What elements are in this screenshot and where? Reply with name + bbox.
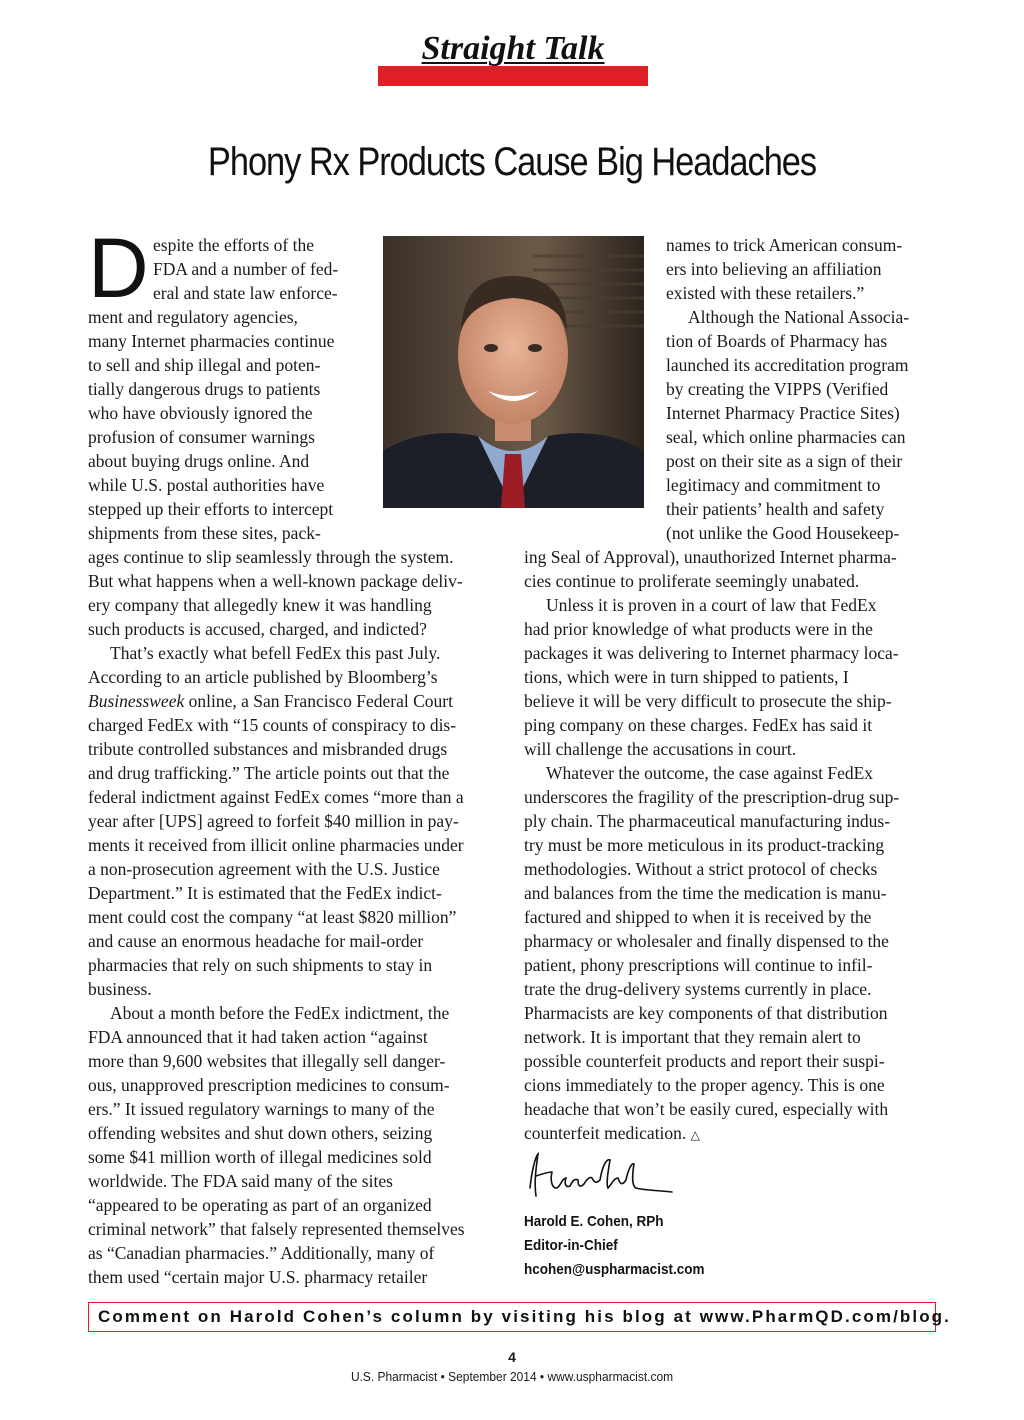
col2-line: underscores the fragility of the prescription-drug sup-: [524, 787, 900, 807]
col1-line: charged FedEx with “15 counts of conspiracy to dis-: [88, 715, 457, 735]
section-red-bar: [378, 66, 648, 86]
blog-link[interactable]: www.PharmQD.com/blog: [699, 1307, 945, 1326]
col2-line: ply chain. The pharmaceutical manufacturing indus-: [524, 811, 891, 831]
col2-line: believe it will be very difficult to prosecute the ship-: [524, 691, 892, 711]
col1-line: profusion of consumer warnings: [88, 427, 315, 447]
col1-line: tribute controlled substances and misbranded drugs: [88, 739, 448, 759]
col1-line: eral and state law enforce-: [153, 283, 338, 303]
col1-line: them used “certain major U.S. pharmacy retailer: [88, 1267, 428, 1287]
col2-line: launched its accreditation program: [666, 355, 909, 375]
author-title: Editor-in-Chief: [524, 1237, 618, 1254]
col2-line: names to trick American consum-: [666, 235, 903, 255]
col1-line: ous, unapproved prescription medicines to consum-: [88, 1075, 450, 1095]
col1-line: business.: [88, 979, 152, 999]
col1-line: a non-prosecution agreement with the U.S. Justice: [88, 859, 440, 879]
col1-line: ment and regulatory agencies,: [88, 307, 298, 327]
author-photo: [383, 236, 644, 508]
col2-line: Although the National Associa-: [688, 307, 910, 327]
col2-line: seal, which online pharmacies can: [666, 427, 906, 447]
col2-line: Internet Pharmacy Practice Sites): [666, 403, 900, 423]
col1-line: That’s exactly what befell FedEx this past July.: [110, 643, 441, 663]
col1-line: pharmacies that rely on such shipments to stay in: [88, 955, 433, 975]
col1-line: ments it received from illicit online pharmacies under: [88, 835, 464, 855]
col2-line: try must be more meticulous in its product-tracking: [524, 835, 885, 855]
col1-line: many Internet pharmacies continue: [88, 331, 335, 351]
col2-line: ping company on these charges. FedEx has said it: [524, 715, 873, 735]
col1-line: while U.S. postal authorities have: [88, 475, 325, 495]
end-mark-icon: △: [690, 1128, 700, 1142]
col2-line: by creating the VIPPS (Verified: [666, 379, 889, 399]
col2-line: Pharmacists are key components of that distribution: [524, 1003, 888, 1023]
col2-line: patient, phony prescriptions will continue to infil-: [524, 955, 873, 975]
col1-line: About a month before the FedEx indictment, the: [110, 1003, 450, 1023]
col2-line: cions immediately to the proper agency. This is one: [524, 1075, 885, 1095]
col1-line: FDA announced that it had taken action “against: [88, 1027, 428, 1047]
col1-line: ery company that allegedly knew it was handling: [88, 595, 432, 615]
col2-line: [524, 1121, 700, 1147]
blog-callout: [98, 1307, 951, 1327]
col1-line: more than 9,600 websites that illegally sell danger-: [88, 1051, 446, 1071]
col2-line: ers into believing an affiliation: [666, 259, 882, 279]
col2-line: their patients’ health and safety: [666, 499, 885, 519]
col1-line: federal indictment against FedEx comes “more than a: [88, 787, 464, 807]
col1-line: ages continue to slip seamlessly through the system.: [88, 547, 454, 567]
col1-line: ment could cost the company “at least $820 million”: [88, 907, 457, 927]
col2-line: tion of Boards of Pharmacy has: [666, 331, 888, 351]
col1-line: worldwide. The FDA said many of the sites: [88, 1171, 393, 1191]
col1-line: such products is accused, charged, and indicted?: [88, 619, 427, 639]
col1-line: shipments from these sites, pack-: [88, 523, 321, 543]
col1-line: stepped up their efforts to intercept: [88, 499, 334, 519]
col2-line: Whatever the outcome, the case against FedEx: [546, 763, 874, 783]
col2-line: trate the drug-delivery systems currently in place.: [524, 979, 872, 999]
col1-line: year after [UPS] agreed to forfeit $40 million in pay-: [88, 811, 459, 831]
col2-line: ing Seal of Approval), unauthorized Internet pharma-: [524, 547, 897, 567]
drop-cap: D: [88, 221, 149, 315]
col2-line: possible counterfeit products and report their suspi-: [524, 1051, 885, 1071]
col1-line: ers.” It issued regulatory warnings to many of the: [88, 1099, 435, 1119]
blog-callout-period: .: [944, 1307, 951, 1326]
col2-line-text: counterfeit medication.: [524, 1123, 687, 1143]
blog-callout-text: Comment on Harold Cohen’s column by visiting his blog at: [98, 1307, 700, 1326]
author-name: Harold E. Cohen, RPh: [524, 1213, 664, 1230]
headline: Phony Rx Products Cause Big Headaches: [207, 140, 817, 184]
col1-line-text: online, a San Francisco Federal Court: [188, 691, 453, 711]
col1-line: and cause an enormous headache for mail-order: [88, 931, 424, 951]
col1-line: Department.” It is estimated that the FedEx indict-: [88, 883, 442, 903]
col1-line: and drug trafficking.” The article points out that the: [88, 763, 450, 783]
col2-line: legitimacy and commitment to: [666, 475, 881, 495]
author-email[interactable]: hcohen@uspharmacist.com: [524, 1261, 705, 1278]
col2-line: (not unlike the Good Housekeep-: [666, 523, 900, 543]
col2-line: pharmacy or wholesaler and finally dispensed to the: [524, 931, 889, 951]
col1-line: “appeared to be operating as part of an organized: [88, 1195, 432, 1215]
italic-publication: Businessweek: [88, 691, 185, 711]
col1-line: as “Canadian pharmacies.” Additionally, many of: [88, 1243, 435, 1263]
col2-line: headache that won’t be easily cured, especially with: [524, 1099, 889, 1119]
col2-line: cies continue to proliferate seemingly unabated.: [524, 571, 860, 591]
col2-line: factured and shipped to when it is received by the: [524, 907, 872, 927]
section-title: Straight Talk: [421, 30, 605, 67]
col2-line: network. It is important that they remain alert to: [524, 1027, 861, 1047]
col1-line: who have obviously ignored the: [88, 403, 313, 423]
col2-line: methodologies. Without a strict protocol of checks: [524, 859, 878, 879]
col1-line: But what happens when a well-known package deliv-: [88, 571, 463, 591]
page-number: 4: [508, 1349, 516, 1365]
col2-line: existed with these retailers.”: [666, 283, 865, 303]
col2-line: had prior knowledge of what products were in the: [524, 619, 873, 639]
col2-line: will challenge the accusations in court.: [524, 739, 797, 759]
col2-line: packages it was delivering to Internet pharmacy loca-: [524, 643, 899, 663]
col2-line: and balances from the time the medication is manu-: [524, 883, 887, 903]
col1-line: According to an article published by Bloomberg’s: [88, 667, 438, 687]
col2-line: tions, which were in turn shipped to patients, I: [524, 667, 849, 687]
author-portrait-image: [383, 236, 644, 508]
col1-line: tially dangerous drugs to patients: [88, 379, 321, 399]
col1-line: to sell and ship illegal and poten-: [88, 355, 321, 375]
col1-line: espite the efforts of the: [153, 235, 315, 255]
col1-line: [88, 689, 453, 713]
publication-footer: U.S. Pharmacist • September 2014 • www.uspharmacist.com: [350, 1369, 674, 1384]
col1-line: criminal network” that falsely represented themselves: [88, 1219, 465, 1239]
col1-line: some $41 million worth of illegal medicines sold: [88, 1147, 432, 1167]
handwritten-signature: [522, 1148, 682, 1208]
col1-line: offending websites and shut down others, seizing: [88, 1123, 433, 1143]
col1-line: FDA and a number of fed-: [153, 259, 339, 279]
col2-line: Unless it is proven in a court of law that FedEx: [546, 595, 877, 615]
col1-line: about buying drugs online. And: [88, 451, 310, 471]
col2-line: post on their site as a sign of their: [666, 451, 903, 471]
